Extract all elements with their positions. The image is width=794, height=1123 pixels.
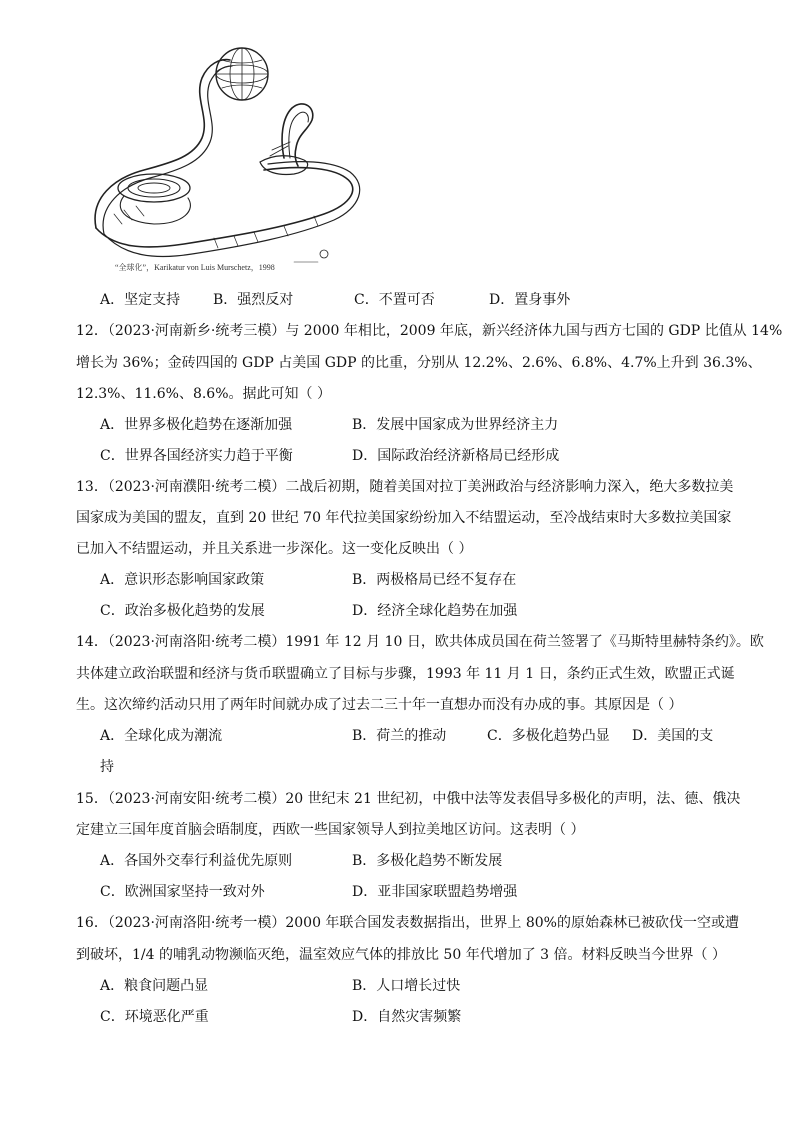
figure-caption: “全球化”，Karikatur von Luis Murschetz，1998 [115, 263, 275, 272]
q16-stem-line-1: 16．（2023·河南洛阳·统考一模）2000 年联合国发表数据指出，世界上 80%的原始森林已被砍伐一空或遭 [76, 915, 739, 931]
q16-option-d: D．自然灾害频繁 [352, 1009, 462, 1025]
q16-option-b: B．人口增长过快 [352, 978, 461, 994]
q12-stem-line-1: 12．（2023·河南新乡·统考三模）与 2000 年相比，2009 年底，新兴经济体九国与西方七国的 GDP 比值从 14% [76, 323, 783, 339]
q13-stem-line-2: 国家成为美国的盟友，直到 20 世纪 70 年代拉美国家纷纷加入不结盟运动，至冷战结束时大多数拉美国家 [76, 510, 732, 526]
q14-stem-line-2: 共体建立政治联盟和经济与货币联盟确立了目标与步骤，1993 年 11 月 1 日，条约正式生效，欧盟正式诞 [76, 666, 735, 682]
q13-option-a: A．意识形态影响国家政策 [100, 572, 265, 588]
q15-stem-line-2: 定建立三国年度首脑会晤制度，西欧一些国家领导人到拉美地区访问。这表明（ ） [76, 822, 585, 838]
q14-option-a: A．全球化成为潮流 [100, 728, 223, 744]
q14-stem-line-1: 14．（2023·河南洛阳·统考二模）1991 年 12 月 10 日，欧共体成员国在荷兰签署了《马斯特里赫特条约》。欧 [76, 634, 764, 650]
q12-stem-line-3: 12.3%、11.6%、8.6%。据此可知（ ） [76, 386, 331, 402]
q12-option-b: B．发展中国家成为世界经济主力 [352, 417, 559, 433]
q13-option-b: B．两极格局已经不复存在 [352, 572, 517, 588]
q16-option-c: C．环境恶化严重 [100, 1009, 209, 1025]
q14-option-d: D．美国的支 [632, 728, 714, 744]
globalization-cartoon-image [84, 38, 366, 278]
q14-option-c: C．多极化趋势凸显 [487, 728, 610, 744]
q14-option-d-continuation: 持 [100, 759, 114, 775]
q12-stem-line-2: 增长为 36%；金砖四国的 GDP 占美国 GDP 的比重，分别从 12.2%、2.6%、6.8%、4.7%上升到 36.3%、 [76, 355, 762, 371]
q13-stem-line-1: 13．（2023·河南濮阳·统考二模）二战后初期，随着美国对拉丁美洲政治与经济影响力深入，绝大多数拉美 [76, 479, 734, 495]
q12-option-a: A．世界多极化趋势在逐渐加强 [100, 417, 293, 433]
q12-option-d: D．国际政治经济新格局已经形成 [352, 448, 560, 464]
q14-option-b: B．荷兰的推动 [352, 728, 447, 744]
q11-option-b: B．强烈反对 [213, 292, 294, 308]
q11-option-a: A．坚定支持 [100, 292, 181, 308]
q14-stem-line-3: 生。这次缔约活动只用了两年时间就办成了过去二三十年一直想办而没有办成的事。其原因是（ ） [76, 697, 683, 713]
q11-option-c: C．不置可否 [354, 292, 435, 308]
q15-option-d: D．亚非国家联盟趋势增强 [352, 884, 518, 900]
q15-option-c: C．欧洲国家坚持一致对外 [100, 884, 265, 900]
q15-option-a: A．各国外交奉行利益优先原则 [100, 853, 293, 869]
q15-option-b: B．多极化趋势不断发展 [352, 853, 503, 869]
q13-stem-line-3: 已加入不结盟运动，并且关系进一步深化。这一变化反映出（ ） [76, 541, 473, 557]
q16-stem-line-2: 到破坏，1/4 的哺乳动物濒临灭绝，温室效应气体的排放比 50 年代增加了 3 倍。材料反映当今世界（ ） [76, 947, 726, 963]
q15-stem-line-1: 15．（2023·河南安阳·统考二模）20 世纪末 21 世纪初，中俄中法等发表倡导多极化的声明，法、德、俄决 [76, 791, 741, 807]
q11-option-d: D．置身事外 [489, 292, 571, 308]
q16-option-a: A．粮食问题凸显 [100, 978, 209, 994]
q13-option-d: D．经济全球化趋势在加强 [352, 603, 518, 619]
q12-option-c: C．世界各国经济实力趋于平衡 [100, 448, 293, 464]
q13-option-c: C．政治多极化趋势的发展 [100, 603, 265, 619]
